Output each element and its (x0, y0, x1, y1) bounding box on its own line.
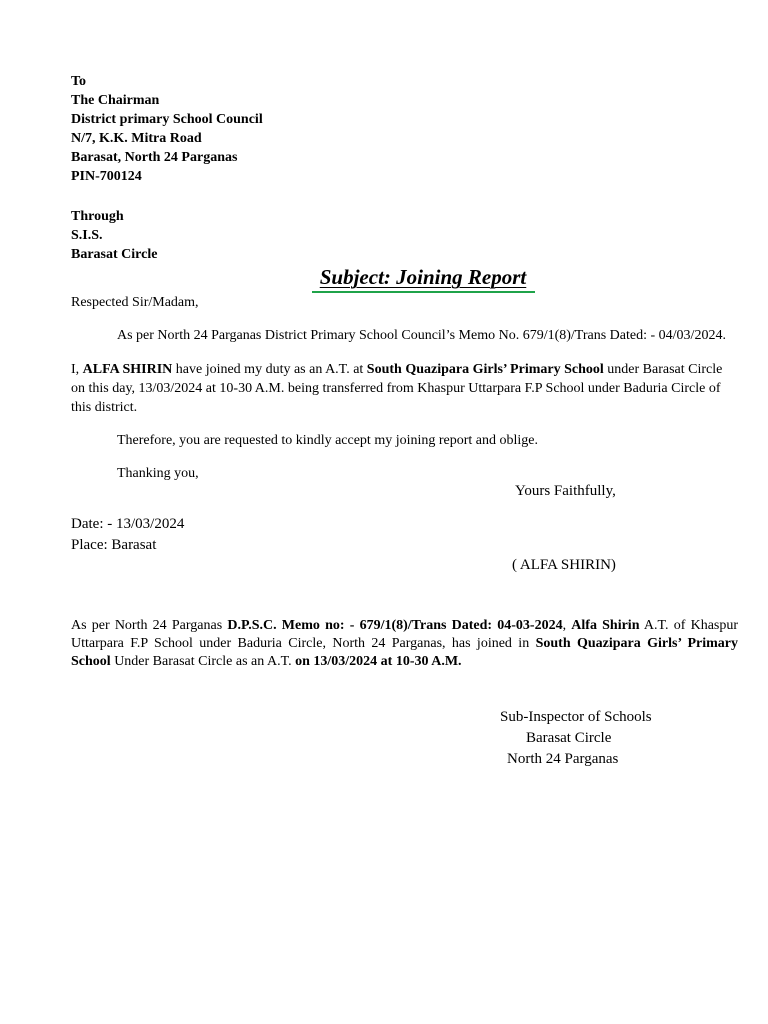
endorsement-paragraph (71, 617, 738, 671)
through-line-2: Barasat Circle (71, 247, 158, 262)
endorse-name: Alfa Shirin (571, 618, 640, 633)
inspector-line-2: Barasat Circle (526, 730, 612, 746)
request-paragraph: Therefore, you are requested to kindly accept my joining report and oblige. (117, 433, 539, 448)
thanking-line: Thanking you, (117, 466, 199, 481)
inspector-line-3: North 24 Parganas (507, 751, 619, 767)
address-line-1: The Chairman (71, 93, 160, 108)
endorse-text-2: , (562, 618, 572, 633)
address-line-5: PIN-700124 (71, 169, 142, 184)
through-block (71, 207, 157, 264)
address-line-3: N/7, K.K. Mitra Road (71, 131, 202, 146)
subject-heading: Subject: Joining Report (319, 265, 527, 289)
endorse-memo: D.P.S.C. Memo no: - 679/1(8)/Trans Dated: 04-03-2024 (227, 618, 563, 633)
endorse-when: on 13/03/2024 at 10-30 A.M. (295, 654, 462, 669)
through-line-1: S.I.S. (71, 228, 103, 243)
endorse-text-3: A.T. of Khaspur Uttarpara F.P School under Baduria Circle, North 24 Parganas, has joined in (71, 618, 739, 651)
through-label: Through (71, 209, 124, 224)
endorse-text-1: As per North 24 Parganas (71, 618, 228, 633)
salutation: Respected Sir/Madam, (71, 295, 199, 310)
endorse-school: South Quazipara Girls’ Primary School (71, 636, 738, 669)
address-line-2: District primary School Council (71, 112, 263, 127)
memo-paragraph: As per North 24 Parganas District Primary School Council’s Memo No. 679/1(8)/Trans Dated: - 04/03/2024. (117, 328, 726, 343)
address-line-4: Barasat, North 24 Parganas (71, 150, 238, 165)
address-to: To (71, 74, 87, 89)
para2-text-3: under Barasat Circle on this day, 13/03/2024 at 10-30 A.M. being transferred from Khaspur Uttarpara F.P School under Baduria Circle of this district. (71, 362, 723, 415)
joining-paragraph (71, 360, 725, 417)
subject-underline (312, 291, 535, 293)
closing-line: Yours Faithfully, (515, 483, 616, 499)
place-line: Place: Barasat (71, 537, 157, 553)
signature-name: ( ALFA SHIRIN) (512, 557, 616, 573)
school-name: South Quazipara Girls’ Primary School (366, 362, 604, 377)
recipient-address (71, 72, 263, 186)
teacher-name: ALFA SHIRIN (82, 362, 173, 377)
para2-text-1: I, (71, 362, 83, 377)
endorse-text-4: Under Barasat Circle as an A.T. (110, 654, 296, 669)
date-line: Date: - 13/03/2024 (71, 516, 185, 532)
inspector-line-1: Sub-Inspector of Schools (500, 709, 652, 725)
para2-text-2: have joined my duty as an A.T. at (172, 362, 367, 377)
